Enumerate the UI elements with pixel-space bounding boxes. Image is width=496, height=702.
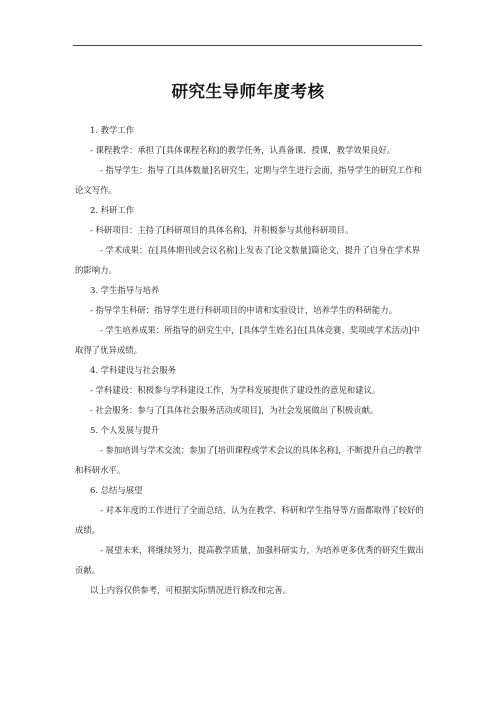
section-heading-personal-development: 5. 个人发展与提升 bbox=[90, 425, 160, 435]
section-heading-discipline-service: 4. 学科建设与社会服务 bbox=[90, 365, 177, 375]
section-item: - 科研项目：主持了[科研项目的具体名称]，并积极参与其他科研项目。 bbox=[90, 225, 354, 235]
section-heading-student-training: 3. 学生指导与培养 bbox=[90, 285, 160, 295]
closing-note: 以上内容仅供参考，可根据实际情况进行修改和完善。 bbox=[90, 585, 291, 595]
page-title: 研究生导师年度考核 bbox=[171, 82, 325, 101]
header-rule bbox=[73, 45, 422, 46]
section-item: - 学术成果：在[具体期刊或会议名称]上发表了[论文数量]篇论文，提升了自身在学术界的影响力。 bbox=[75, 245, 421, 275]
section-item: - 参加培训与学术交流：参加了[培训课程或学术会议的具体名称]，不断提升自己的教学和科研水平。 bbox=[75, 445, 422, 475]
section-item: - 学生培养成果：所指导的研究生中，[具体学生姓名]在[具体竞赛、奖项或学术活动]中取得了优异成绩。 bbox=[75, 325, 421, 355]
section-item: - 展望未来，将继续努力，提高教学质量，加强科研实力，为培养更多优秀的研究生做出贡献。 bbox=[75, 545, 424, 575]
section-item: - 指导学生：指导了[具体数量]名研究生，定期与学生进行会面，指导学生的研究工作和论文写作。 bbox=[75, 165, 422, 195]
section-heading-summary: 6. 总结与展望 bbox=[90, 485, 143, 495]
document-body bbox=[75, 120, 424, 600]
section-heading-teaching: 1. 教学工作 bbox=[90, 125, 135, 135]
section-item: - 指导学生科研：指导学生进行科研项目的申请和实验设计，培养学生的科研能力。 bbox=[90, 305, 397, 315]
section-heading-research: 2. 科研工作 bbox=[90, 205, 135, 215]
section-item: - 对本年度的工作进行了全面总结，认为在教学、科研和学生指导等方面都取得了较好的成绩。 bbox=[75, 505, 424, 535]
section-item: - 学科建设：积极参与学科建设工作，为学科发展提供了建设性的意见和建议。 bbox=[90, 385, 381, 395]
section-item: - 社会服务：参与了[具体社会服务活动或项目]，为社会发展做出了积极贡献。 bbox=[90, 405, 379, 415]
section-item: - 课程教学：承担了[具体课程名称]的教学任务，认真备课、授课，教学效果良好。 bbox=[90, 145, 396, 155]
